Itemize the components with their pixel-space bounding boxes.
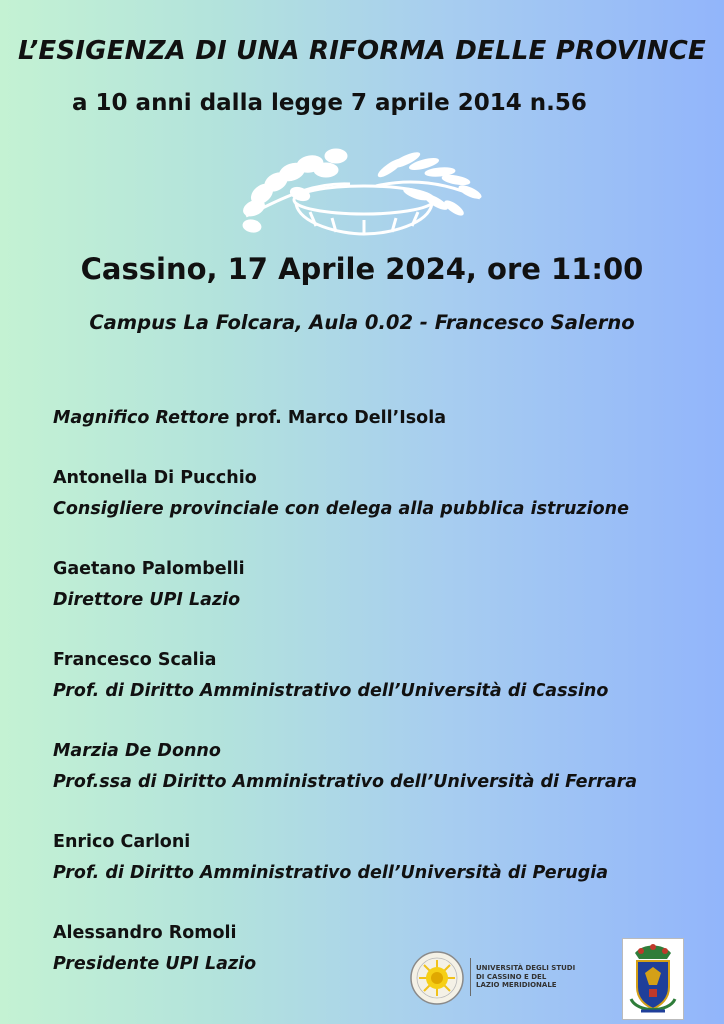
laurel-oak-crown-emblem-icon xyxy=(240,142,486,240)
university-name xyxy=(476,964,575,990)
university-name-line: DI CASSINO E DEL xyxy=(476,972,547,981)
speaker-name: Gaetano Palombelli xyxy=(53,559,245,579)
university-name-line: UNIVERSITÀ DEGLI STUDI xyxy=(476,964,576,972)
event-title: L’ESIGENZA DI UNA RIFORMA DELLE PROVINCE xyxy=(18,36,706,66)
speaker-role: Direttore UPI Lazio xyxy=(53,590,241,610)
speaker-role: Prof.ssa di Diritto Amministrativo dell’Università di Ferrara xyxy=(53,772,638,792)
speaker-item xyxy=(53,463,713,525)
speaker-item xyxy=(53,645,713,707)
speaker-item xyxy=(53,918,713,980)
speaker-role: Magnifico Rettore xyxy=(53,408,230,428)
speaker-item xyxy=(53,736,713,798)
speaker-name: Enrico Carloni xyxy=(53,832,191,852)
speaker-name: Alessandro Romoli xyxy=(53,923,237,943)
event-subtitle: a 10 anni dalla legge 7 aprile 2014 n.56 xyxy=(72,90,587,116)
speaker-item xyxy=(53,827,713,889)
speakers-list xyxy=(53,403,713,1009)
speaker-item xyxy=(53,554,713,616)
university-name-line: LAZIO MERIDIONALE xyxy=(476,981,557,989)
speaker-rettore xyxy=(53,403,713,434)
speaker-role: Consigliere provinciale con delega alla pubblica istruzione xyxy=(53,499,629,519)
speaker-name: Marzia De Donno xyxy=(53,741,221,761)
event-date-time: Cassino, 17 Aprile 2024, ore 11:00 xyxy=(80,252,644,286)
speaker-role: Presidente UPI Lazio xyxy=(53,954,257,974)
speaker-name: prof. Marco Dell’Isola xyxy=(235,408,447,428)
logo-divider xyxy=(470,958,471,996)
university-seal-icon xyxy=(407,950,473,1006)
speaker-role: Prof. di Diritto Amministrativo dell’Università di Cassino xyxy=(53,681,609,701)
province-coat-of-arms-icon xyxy=(622,938,684,1020)
event-venue: Campus La Folcara, Aula 0.02 - Francesco Salerno xyxy=(89,311,635,334)
speaker-name: Francesco Scalia xyxy=(53,650,217,670)
speaker-role: Prof. di Diritto Amministrativo dell’Università di Perugia xyxy=(53,863,609,883)
speaker-name: Antonella Di Pucchio xyxy=(53,468,257,488)
